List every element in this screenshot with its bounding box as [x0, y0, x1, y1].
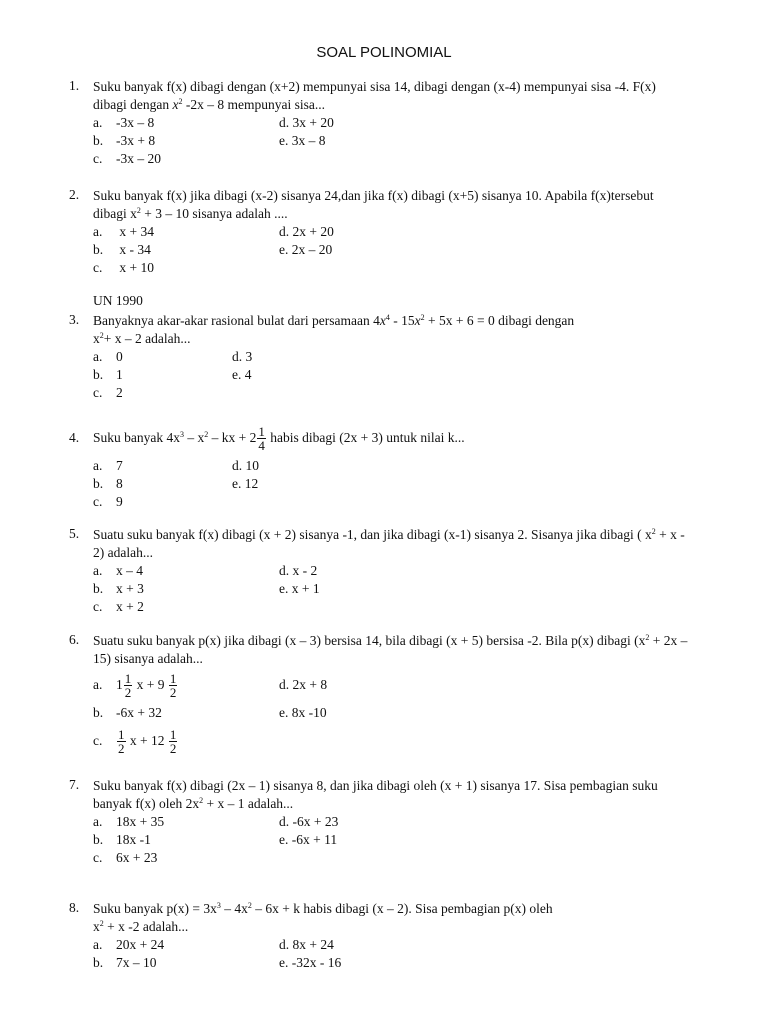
math-variable: x	[172, 97, 179, 112]
option-row	[93, 241, 729, 259]
option-letter: b.	[93, 476, 104, 491]
option-letter: b.	[93, 367, 104, 382]
question-number: 6.	[69, 632, 80, 647]
text-segment: -2x – 8 mempunyai sisa...	[182, 97, 325, 112]
option-left	[93, 813, 164, 831]
options-list	[93, 114, 729, 168]
question-line: Suku banyak f(x) dibagi (2x – 1) sisanya 8, dan jika dibagi oleh (x + 1) sisanya 17. Sisa pembagian suku	[93, 778, 658, 793]
option-value: x + 10	[116, 260, 154, 275]
option-value: 0	[116, 349, 123, 364]
text-segment: Suatu suku banyak f(x) dibagi (x + 2) sisanya -1, dan jika dibagi (x-1) sisanya 2. Sisanya jika dibagi ( x	[93, 527, 652, 542]
text-segment: banyak f(x) oleh 2x	[93, 796, 200, 811]
fraction-denominator: 2	[118, 741, 125, 757]
option-left	[93, 457, 123, 475]
option-row	[93, 954, 729, 972]
option-right: e. 12	[232, 476, 259, 491]
question-line: 2) adalah...	[93, 545, 153, 560]
option-letter: c.	[93, 260, 103, 275]
exponent: 2	[99, 919, 104, 928]
fraction-denominator: 2	[124, 685, 132, 701]
option-value: 2	[116, 385, 123, 400]
options-list	[93, 813, 729, 867]
option-left	[93, 670, 178, 700]
exponent: 2	[178, 97, 183, 106]
option-letter: a.	[93, 937, 103, 952]
option-left	[93, 580, 144, 598]
option-left	[93, 132, 155, 150]
question-line	[93, 205, 729, 223]
options-list	[93, 936, 729, 972]
option-right: d. 8x + 24	[279, 937, 334, 952]
option-right: e. 8x -10	[279, 705, 327, 720]
option-left	[93, 726, 178, 756]
option-right: e. 3x – 8	[279, 133, 326, 148]
option-value: 9	[116, 494, 123, 509]
fraction-denominator: 2	[169, 685, 177, 701]
option-letter: b.	[93, 832, 104, 847]
option-letter: b.	[93, 133, 104, 148]
question-number: 5.	[69, 526, 80, 541]
options-list	[93, 670, 729, 756]
option-left	[93, 831, 151, 849]
exponent: 2	[199, 796, 204, 805]
option-row	[93, 813, 729, 831]
option-left	[93, 936, 164, 954]
option-value: 20x + 24	[116, 937, 165, 952]
question-number: 8.	[69, 900, 80, 915]
question-1	[69, 78, 729, 168]
text-segment: x	[93, 331, 100, 346]
option-value: x – 4	[116, 563, 143, 578]
option-value: 18x + 35	[116, 814, 165, 829]
option-left	[93, 704, 162, 722]
option-left	[93, 384, 123, 402]
question-line: Suku banyak f(x) jika dibagi (x-2) sisanya 24,dan jika f(x) dibagi (x+5) sisanya 10. Apabila f(x)tersebut	[93, 188, 654, 203]
option-row	[93, 580, 729, 598]
option-right: d. 3	[232, 349, 253, 364]
option-letter: c.	[93, 599, 103, 614]
option-letter: c.	[93, 733, 103, 748]
option-row	[93, 348, 729, 366]
question-4	[69, 421, 729, 511]
question-text	[93, 777, 729, 813]
text-segment: – kx + 2	[208, 430, 257, 445]
fraction-numerator: 1	[169, 671, 177, 687]
option-row	[93, 849, 729, 867]
options-list	[93, 562, 729, 616]
option-value: -6x + 32	[116, 705, 162, 720]
exponent: 2	[204, 430, 209, 439]
option-value: 8	[116, 476, 123, 491]
option-left	[93, 598, 144, 616]
option-value: -3x + 8	[116, 133, 156, 148]
option-value: 18x -1	[116, 832, 151, 847]
text-segment: + x – 1 adalah...	[203, 796, 294, 811]
option-value: 1	[116, 677, 123, 692]
option-left	[93, 150, 161, 168]
option-letter: b.	[93, 242, 104, 257]
option-row	[93, 493, 729, 511]
option-right: d. -6x + 23	[279, 814, 339, 829]
fraction-numerator: 1	[258, 424, 265, 440]
exponent: 2	[645, 633, 650, 642]
option-value: x + 9	[133, 677, 168, 692]
option-letter: b.	[93, 705, 104, 720]
fraction-numerator: 1	[124, 671, 132, 687]
question-8	[69, 900, 729, 972]
option-left	[93, 348, 123, 366]
option-right: e. 4	[232, 367, 252, 382]
option-row	[93, 562, 729, 580]
option-row	[93, 366, 729, 384]
question-line: Suku banyak f(x) dibagi dengan (x+2) mempunyai sisa 14, dibagi dengan (x-4) mempunyai sisa -4. F(x)	[93, 79, 656, 94]
option-row	[93, 384, 729, 402]
text-segment: Banyaknya akar-akar rasional bulat dari persamaan 4	[93, 313, 380, 328]
option-letter: a.	[93, 349, 103, 364]
question-line	[93, 795, 729, 813]
question-text	[93, 187, 729, 223]
option-letter: b.	[93, 955, 104, 970]
options-list	[93, 348, 729, 402]
text-segment: + x – 2 adalah...	[103, 331, 191, 346]
question-number: 4.	[69, 430, 80, 445]
text-segment: + 3 – 10 sisanya adalah ....	[140, 206, 288, 221]
option-right: d. 2x + 20	[279, 224, 334, 239]
text-segment: – 6x + k habis dibagi (x – 2). Sisa pembagian p(x) oleh	[251, 901, 553, 916]
text-segment: Suatu suku banyak p(x) jika dibagi (x – 3) bersisa 14, bila dibagi (x + 5) bersisa -2. Bila p(x) dibagi (x	[93, 633, 646, 648]
question-line	[93, 526, 729, 544]
option-letter: a.	[93, 677, 103, 692]
question-3	[69, 312, 729, 402]
option-row	[93, 150, 729, 168]
text-segment: Suku banyak 4x	[93, 430, 180, 445]
option-left	[93, 241, 151, 259]
question-header	[69, 421, 729, 455]
options-list	[93, 457, 729, 511]
option-left	[93, 475, 123, 493]
text-segment: dibagi dengan	[93, 97, 173, 112]
option-right: d. 3x + 20	[279, 115, 334, 130]
exponent: 2	[136, 206, 141, 215]
exponent: 3	[180, 430, 184, 439]
fraction	[117, 728, 126, 755]
question-line	[93, 312, 729, 330]
text-segment: + 2x –	[649, 633, 688, 648]
option-row	[93, 670, 729, 700]
option-row	[93, 114, 729, 132]
option-value: -3x – 20	[116, 151, 161, 166]
exponent: 3	[216, 901, 221, 910]
math-variable: x	[414, 313, 421, 328]
fraction	[257, 425, 266, 452]
fraction	[169, 672, 178, 699]
option-right: d. x - 2	[279, 563, 318, 578]
option-letter: c.	[93, 151, 103, 166]
option-row	[93, 132, 729, 150]
question-line	[93, 330, 729, 348]
option-right: d. 10	[232, 458, 259, 473]
fraction-numerator: 1	[118, 727, 125, 743]
question-text	[93, 900, 729, 936]
text-segment: dibagi x	[93, 206, 137, 221]
option-letter: a.	[93, 224, 103, 239]
option-value: x + 12	[126, 733, 168, 748]
option-right: e. 2x – 20	[279, 242, 333, 257]
option-row	[93, 457, 729, 475]
option-row	[93, 831, 729, 849]
text-segment: x	[93, 919, 100, 934]
option-value: x - 34	[116, 242, 151, 257]
option-value: -3x – 8	[116, 115, 155, 130]
question-5	[69, 526, 729, 616]
section-label: UN 1990	[93, 293, 143, 308]
option-letter: a.	[93, 458, 103, 473]
question-line	[93, 96, 729, 114]
option-left	[93, 259, 154, 277]
text-segment: + 5x + 6 = 0 dibagi dengan	[424, 313, 575, 328]
question-line	[93, 918, 729, 936]
option-row	[93, 475, 729, 493]
option-left	[93, 562, 143, 580]
option-letter: b.	[93, 581, 104, 596]
option-value: x + 3	[116, 581, 144, 596]
option-left	[93, 366, 123, 384]
exponent: 2	[420, 313, 425, 322]
text-segment: – x	[184, 430, 205, 445]
option-left	[93, 849, 157, 867]
option-right: e. -32x - 16	[279, 955, 342, 970]
options-list	[93, 223, 729, 277]
option-letter: c.	[93, 385, 103, 400]
question-number: 3.	[69, 312, 80, 327]
option-letter: a.	[93, 563, 103, 578]
option-right: e. x + 1	[279, 581, 320, 596]
question-text	[93, 632, 729, 668]
fraction-denominator: 4	[258, 438, 265, 454]
option-right: d. 2x + 8	[279, 677, 328, 692]
option-value: 7	[116, 458, 123, 473]
text-segment: + x -2 adalah...	[103, 919, 189, 934]
text-segment: Suku banyak p(x) = 3x	[93, 901, 217, 916]
option-letter: c.	[93, 850, 103, 865]
question-line	[93, 632, 729, 650]
math-variable: x	[379, 313, 386, 328]
option-letter: c.	[93, 494, 103, 509]
question-text	[93, 78, 729, 114]
exponent: 2	[99, 331, 104, 340]
option-row	[93, 259, 729, 277]
question-7	[69, 777, 729, 867]
option-left	[93, 223, 154, 241]
question-text	[93, 312, 729, 348]
option-letter: a.	[93, 814, 103, 829]
question-line: 15) sisanya adalah...	[93, 651, 203, 666]
fraction-numerator: 1	[169, 727, 177, 743]
text-segment: - 15	[389, 313, 415, 328]
option-value: 7x – 10	[116, 955, 157, 970]
option-value: 6x + 23	[116, 850, 158, 865]
option-right: e. -6x + 11	[279, 832, 338, 847]
question-6	[69, 632, 729, 756]
question-text	[93, 526, 729, 562]
question-text	[93, 421, 729, 455]
question-line	[93, 900, 729, 918]
option-value: x + 34	[116, 224, 154, 239]
option-row	[93, 598, 729, 616]
text-segment: + x -	[655, 527, 685, 542]
question-number: 1.	[69, 78, 80, 93]
question-number: 2.	[69, 187, 80, 202]
fraction-denominator: 2	[169, 741, 177, 757]
option-row	[93, 704, 729, 722]
option-left	[93, 954, 157, 972]
option-value: x + 2	[116, 599, 144, 614]
option-letter: a.	[93, 115, 103, 130]
text-segment: – 4x	[220, 901, 248, 916]
question-number: 7.	[69, 777, 80, 792]
option-value: 1	[116, 367, 123, 382]
option-left	[93, 493, 123, 511]
exponent: 2	[651, 527, 656, 536]
fraction	[124, 672, 133, 699]
question-2	[69, 187, 729, 277]
fraction	[169, 728, 178, 755]
exponent: 2	[247, 901, 252, 910]
document-title: SOAL POLINOMIAL	[316, 44, 452, 61]
option-row	[93, 223, 729, 241]
option-left	[93, 114, 154, 132]
option-row	[93, 726, 729, 756]
exponent: 4	[385, 313, 390, 322]
option-row	[93, 936, 729, 954]
text-segment: habis dibagi (2x + 3) untuk nilai k...	[266, 430, 465, 445]
